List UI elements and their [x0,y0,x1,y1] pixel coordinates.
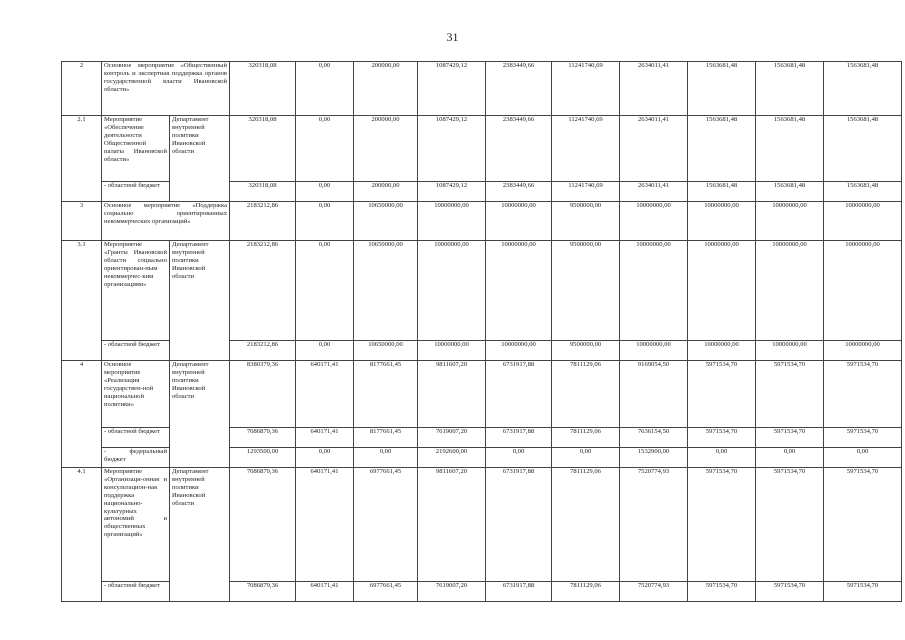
value-cell: 10000000,00 [418,341,486,361]
value-cell: 10000000,00 [824,241,902,341]
value-cell: 10000000,00 [418,202,486,241]
value-cell: 5971534,70 [756,361,824,428]
row-name: Основное мероприятие «Реализация государствен-ной национальной политики» [102,361,170,428]
value-cell: 9169054,50 [620,361,688,428]
value-cell: 8177661,45 [354,428,418,448]
value-cell: 5971534,70 [824,361,902,428]
value-cell: 6731917,88 [486,361,552,428]
value-cell: 1563681,48 [688,182,756,202]
row-name: Основное мероприятие «Общественный контроль и экспертная поддержка органов государственной власти Ивановской области» [102,62,230,116]
value-cell: 10000000,00 [688,241,756,341]
value-cell: 1563681,48 [688,62,756,116]
value-cell: 7811129,06 [552,582,620,602]
value-cell: 2383449,66 [486,62,552,116]
value-cell: 0,00 [296,241,354,341]
row-number: 2.1 [62,116,102,202]
value-cell: 5971534,70 [756,468,824,582]
row-number: 3.1 [62,241,102,361]
row-number: 2 [62,62,102,116]
value-cell: 0,00 [354,448,418,468]
value-cell: 5971534,70 [824,582,902,602]
value-cell: 0,00 [296,202,354,241]
value-cell: 0,00 [296,116,354,182]
value-cell: 320318,08 [230,62,296,116]
value-cell: 5971534,70 [756,582,824,602]
value-cell: 5971534,70 [824,428,902,448]
row-number: 4.1 [62,468,102,602]
value-cell: 10000000,00 [688,202,756,241]
value-cell: 5971534,70 [688,428,756,448]
value-cell: 5971534,70 [688,468,756,582]
row-name: Мероприятие «Организаци-онная и консультацион-ная поддержка национально-культурных автономий и общественных организаций» [102,468,170,582]
row-name: Основное мероприятие «Поддержка социально ориентированных некоммерческих организаций» [102,202,230,241]
row-executor: Департамент внутренней политики Ивановской области [170,116,230,202]
value-cell: 640171,41 [296,468,354,582]
value-cell: 1563681,48 [688,116,756,182]
value-cell: 1563681,48 [824,116,902,182]
value-cell: 9811607,20 [418,468,486,582]
value-cell: 1087429,12 [418,182,486,202]
value-cell: 10000000,00 [620,202,688,241]
table-row [62,202,902,241]
value-cell: 10650000,00 [354,241,418,341]
value-cell: 7619007,20 [418,582,486,602]
value-cell: 1087429,12 [418,62,486,116]
row-executor: Департамент внутренней политики Ивановской области [170,241,230,361]
value-cell: 1563681,48 [756,182,824,202]
value-cell: 10650000,00 [354,341,418,361]
value-cell: 11241740,69 [552,182,620,202]
row-name: Мероприятие «Обеспечение деятельности Общественной палаты Ивановской области» [102,116,170,182]
value-cell: 6977661,45 [354,468,418,582]
value-cell: 0,00 [296,62,354,116]
value-cell: 5971534,70 [688,582,756,602]
value-cell: 200000,00 [354,62,418,116]
value-cell: 7636154,50 [620,428,688,448]
value-cell: 320318,08 [230,116,296,182]
value-cell: 10000000,00 [824,202,902,241]
value-cell: 1563681,48 [824,62,902,116]
row-number: 4 [62,361,102,468]
value-cell: 1563681,48 [756,62,824,116]
value-cell: 10000000,00 [756,241,824,341]
value-cell: 6731917,88 [486,428,552,448]
value-cell: 2183212,86 [230,202,296,241]
value-cell: 8380379,36 [230,361,296,428]
value-cell: 11241740,69 [552,62,620,116]
value-cell: 2192600,00 [418,448,486,468]
value-cell: 5971534,70 [688,361,756,428]
value-cell: 5971534,70 [824,468,902,582]
row-name: - областной бюджет [102,582,170,602]
value-cell: 200000,00 [354,182,418,202]
row-name: Мероприятие «Гранты Ивановской области социально ориентирован-ным некоммерчес-ким организациям» [102,241,170,341]
value-cell: 2634011,41 [620,182,688,202]
value-cell: 640171,41 [296,361,354,428]
value-cell: 2383449,66 [486,182,552,202]
value-cell: 640171,41 [296,582,354,602]
value-cell: 10000000,00 [486,241,552,341]
value-cell: 2183212,86 [230,341,296,361]
value-cell: 2634011,41 [620,116,688,182]
page-number: 31 [446,30,459,44]
value-cell: 10650000,00 [354,202,418,241]
row-name: - областной бюджет [102,182,170,202]
value-cell: 9500000,00 [552,241,620,341]
value-cell: 9811607,20 [418,361,486,428]
value-cell: 0,00 [756,448,824,468]
value-cell: 0,00 [688,448,756,468]
value-cell: 10000000,00 [688,341,756,361]
value-cell: 6731917,88 [486,582,552,602]
value-cell: 10000000,00 [620,241,688,341]
value-cell: 6977661,45 [354,582,418,602]
value-cell: 1532900,00 [620,448,688,468]
value-cell: 7086879,36 [230,428,296,448]
value-cell: 7520774,93 [620,582,688,602]
table-row [62,468,902,582]
value-cell: 7811129,06 [552,428,620,448]
value-cell: 1293500,00 [230,448,296,468]
value-cell: 1563681,48 [756,116,824,182]
value-cell: 7086879,36 [230,468,296,582]
value-cell: 10000000,00 [756,202,824,241]
value-cell: 2383449,66 [486,116,552,182]
row-name: - областной бюджет [102,341,170,361]
value-cell: 2634011,41 [620,62,688,116]
row-name: - федеральный бюджет [102,448,170,468]
value-cell: 0,00 [824,448,902,468]
value-cell: 200000,00 [354,116,418,182]
value-cell: 10000000,00 [620,341,688,361]
value-cell: 9500000,00 [552,202,620,241]
value-cell: 2183212,86 [230,241,296,341]
value-cell: 0,00 [296,448,354,468]
value-cell: 10000000,00 [486,341,552,361]
value-cell: 7619007,20 [418,428,486,448]
value-cell: 7811129,06 [552,361,620,428]
value-cell: 1563681,48 [824,182,902,202]
value-cell: 0,00 [552,448,620,468]
table-row [62,116,902,182]
budget-table [61,61,902,602]
value-cell: 1087429,12 [418,116,486,182]
value-cell: 0,00 [486,448,552,468]
value-cell: 7086879,36 [230,582,296,602]
value-cell: 8177661,45 [354,361,418,428]
value-cell: 10000000,00 [486,202,552,241]
row-name: - областной бюджет [102,428,170,448]
value-cell: 10000000,00 [824,341,902,361]
table-row [62,241,902,341]
value-cell: 0,00 [296,182,354,202]
value-cell: 7520774,93 [620,468,688,582]
value-cell: 0,00 [296,341,354,361]
value-cell: 10000000,00 [418,241,486,341]
value-cell: 7811129,06 [552,468,620,582]
table-row [62,361,902,428]
table-row [62,62,902,116]
value-cell: 11241740,69 [552,116,620,182]
value-cell: 5971534,70 [756,428,824,448]
row-executor: Департамент внутренней политики Ивановской области [170,468,230,602]
value-cell: 10000000,00 [756,341,824,361]
value-cell: 9500000,00 [552,341,620,361]
row-executor: Департамент внутренней политики Ивановской области [170,361,230,468]
value-cell: 6731917,88 [486,468,552,582]
row-number: 3 [62,202,102,241]
value-cell: 640171,41 [296,428,354,448]
value-cell: 320318,08 [230,182,296,202]
